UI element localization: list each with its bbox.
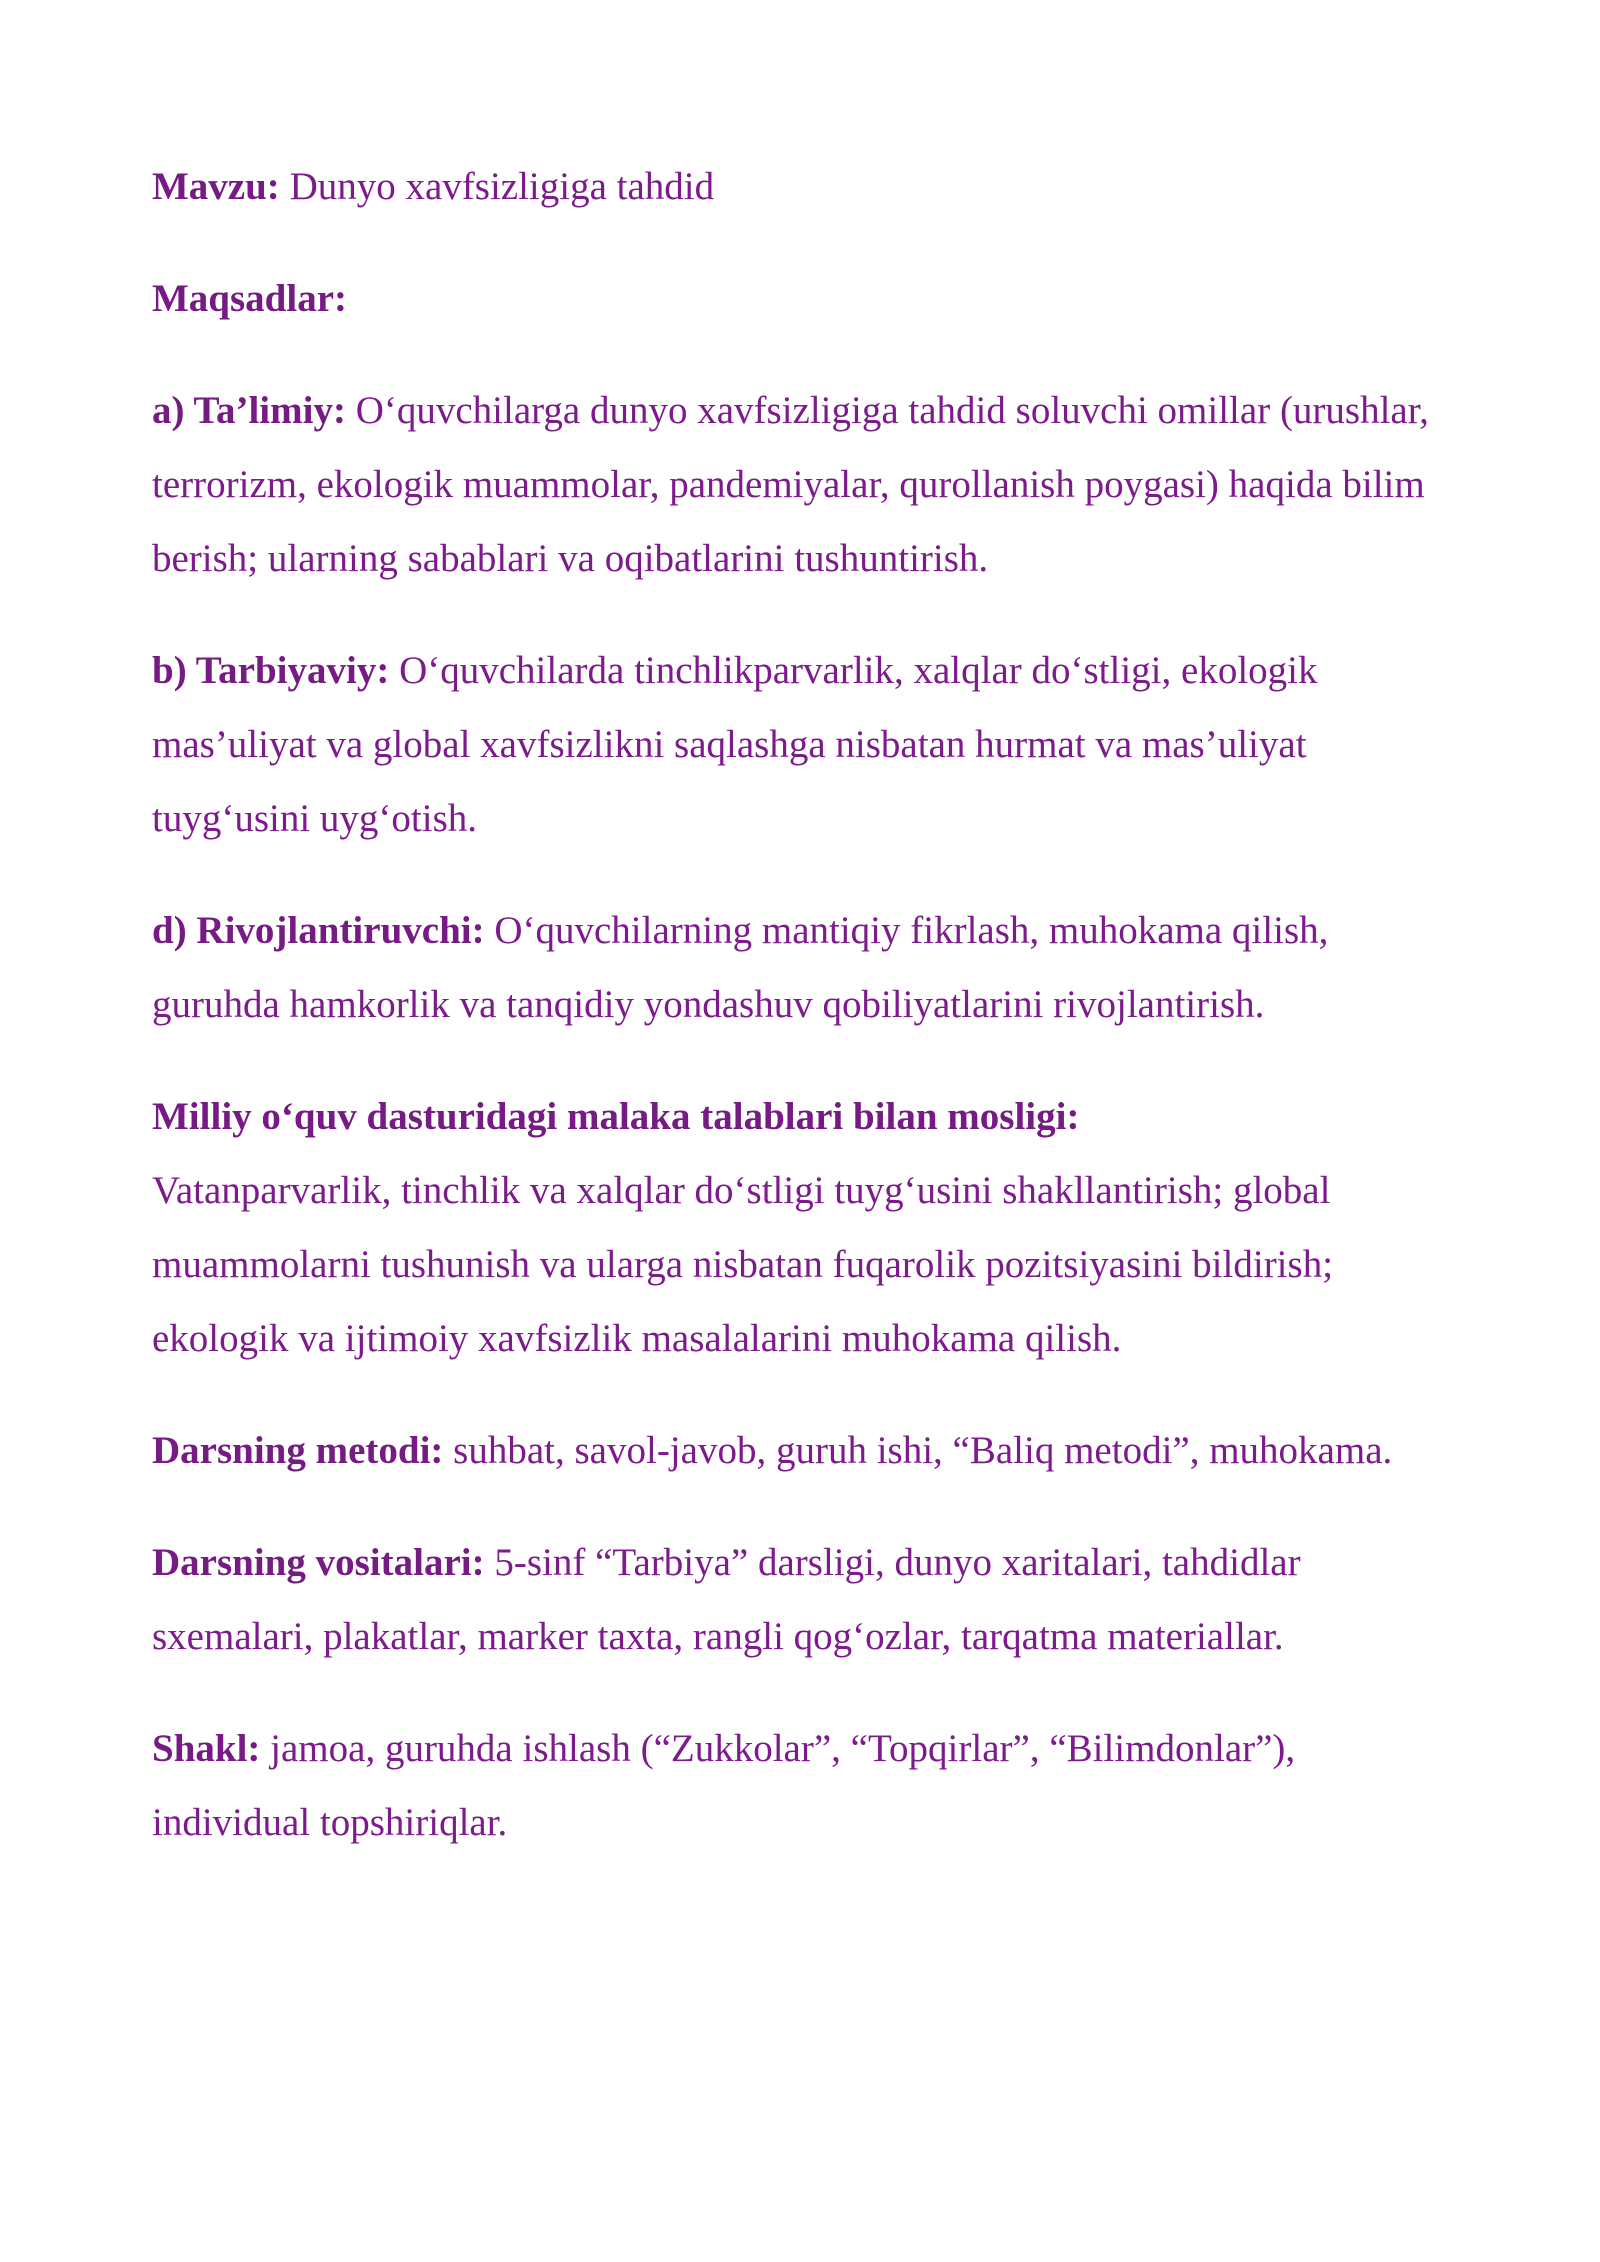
method-text: suhbat, savol-javob, guruh ishi, “Baliq metodi”, muhokama.: [443, 1429, 1393, 1472]
curriculum-text: Vatanparvarlik, tinchlik va xalqlar do‘stligi tuyg‘usini shakllantirish; global muammolarni tushunish va ularga nisbatan fuqarolik pozitsiyasini bildirish; ekologik va ijtimoiy xavfsizlik masalalarini muhokama qilish.: [152, 1169, 1334, 1360]
tools-label: Darsning vositalari:: [152, 1541, 485, 1584]
educational-goal-label: a) Ta’limiy:: [152, 389, 346, 432]
method-label: Darsning metodi:: [152, 1429, 444, 1472]
developmental-goal-label: d) Rivojlantiruvchi:: [152, 909, 485, 952]
developmental-goal-paragraph: [152, 894, 1452, 1042]
method-paragraph: [152, 1414, 1452, 1488]
form-paragraph: [152, 1712, 1452, 1860]
educational-goal-text: O‘quvchilarga dunyo xavfsizligiga tahdid soluvchi omillar (urushlar, terrorizm, ekologik muammolar, pandemiyalar, qurollanish poygasi) haqida bilim berish; ularning sabablari va oqibatlarini tushuntirish.: [152, 389, 1429, 580]
educational-goal-paragraph: [152, 374, 1452, 596]
developmental-goal-text: O‘quvchilarning mantiqiy fikrlash, muhokama qilish, guruhda hamkorlik va tanqidiy yondashuv qobiliyatlarini rivojlantirish.: [152, 909, 1329, 1026]
topic-label: Mavzu:: [152, 165, 280, 208]
upbringing-goal-paragraph: [152, 634, 1452, 856]
topic-paragraph: [152, 150, 1452, 224]
goals-heading-paragraph: [152, 262, 1452, 336]
form-label: Shakl:: [152, 1727, 261, 1770]
tools-paragraph: [152, 1526, 1452, 1674]
goals-heading: Maqsadlar:: [152, 277, 347, 320]
curriculum-text-paragraph: [152, 1154, 1452, 1376]
curriculum-heading-paragraph: [152, 1080, 1452, 1154]
form-text: jamoa, guruhda ishlash (“Zukkolar”, “Topqirlar”, “Bilimdonlar”), individual topshiriqlar.: [152, 1727, 1296, 1844]
document-page: [152, 150, 1452, 1898]
upbringing-goal-text: O‘quvchilarda tinchlikparvarlik, xalqlar do‘stligi, ekologik mas’uliyat va global xavfsizlikni saqlashga nisbatan hurmat va mas’uliyat tuyg‘usini uyg‘otish.: [152, 649, 1318, 840]
upbringing-goal-label: b) Tarbiyaviy:: [152, 649, 390, 692]
curriculum-heading: Milliy o‘quv dasturidagi malaka talablari bilan mosligi:: [152, 1095, 1080, 1138]
topic-text: Dunyo xavfsizligiga tahdid: [279, 165, 715, 208]
tools-text: 5-sinf “Tarbiya” darsligi, dunyo xaritalari, tahdidlar sxemalari, plakatlar, marker taxta, rangli qog‘ozlar, tarqatma materiallar.: [152, 1541, 1301, 1658]
